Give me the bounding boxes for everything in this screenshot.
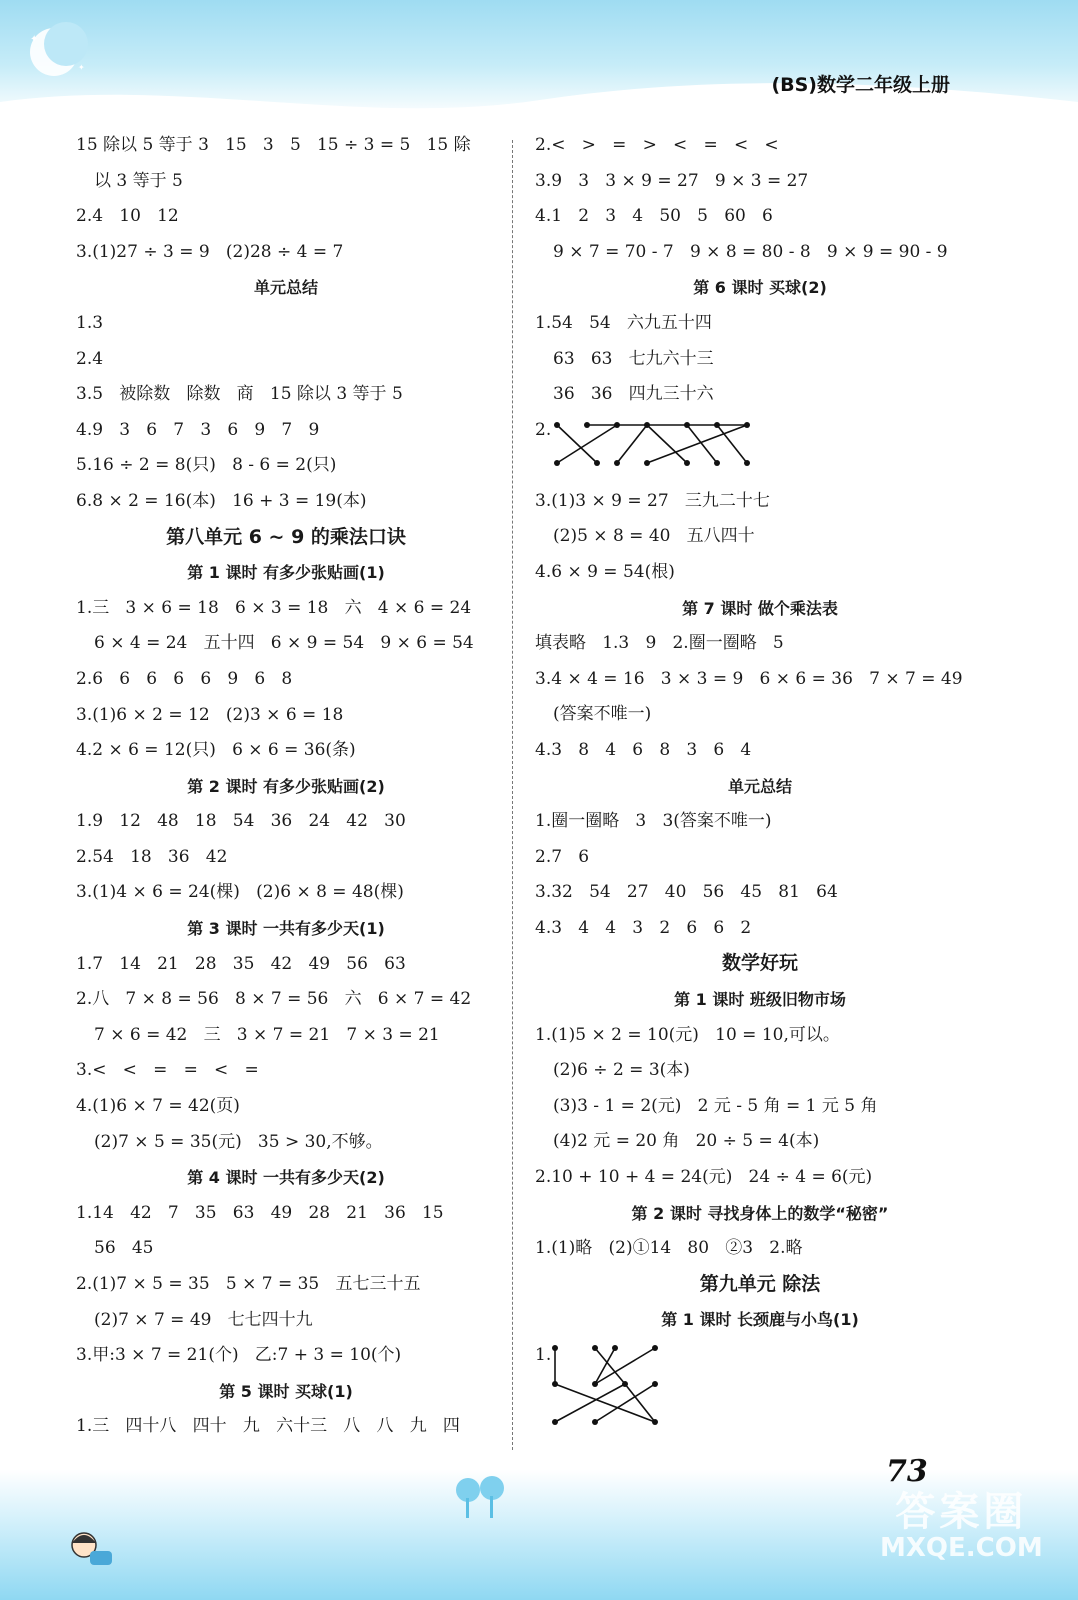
answer-line: 3.32 54 27 40 56 45 81 64 — [535, 882, 838, 903]
answer-line: 7 × 6 = 42 三 3 × 7 = 21 7 × 3 = 21 — [94, 1024, 440, 1045]
answer-line: 填表略 1.3 9 2.圈一圈略 5 — [535, 633, 784, 654]
answer-line: 2.4 — [76, 348, 104, 369]
section-heading: 第 4 课时 一共有多少天(2) — [187, 1168, 385, 1188]
svg-text:✦: ✦ — [30, 34, 39, 45]
question-number: 1. — [535, 1345, 552, 1365]
column-divider — [512, 140, 513, 1450]
answer-line: 56 45 — [94, 1238, 154, 1259]
answer-line: (3)3 - 1 = 2(元) 2 元 - 5 角 = 1 元 5 角 — [553, 1095, 878, 1116]
section-heading: 单元总结 — [727, 776, 792, 796]
answer-line: 以 3 等于 5 — [94, 170, 183, 191]
section-heading: 第 2 课时 寻找身体上的数学“秘密” — [631, 1203, 889, 1223]
section-heading: 第 7 课时 做个乘法表 — [682, 598, 838, 618]
watermark-logo — [880, 1480, 1043, 1563]
answer-line: 2.八 7 × 8 = 56 8 × 7 = 56 六 6 × 7 = 42 — [76, 989, 472, 1010]
answer-line: (2)7 × 5 = 35(元) 35 > 30,不够。 — [94, 1131, 383, 1152]
section-heading: 第 1 课时 长颈鹿与小鸟(1) — [661, 1310, 859, 1330]
svg-text:✦: ✦ — [78, 63, 85, 72]
answer-line: 1.7 14 21 28 35 42 49 56 63 — [76, 953, 406, 974]
answer-line: 3.(1)3 × 9 = 27 三九二十七 — [535, 490, 770, 511]
answer-line: 2.10 + 10 + 4 = 24(元) 24 ÷ 4 = 6(元) — [535, 1167, 873, 1188]
answer-line: 6.8 × 2 = 16(本) 16 + 3 = 19(本) — [76, 490, 367, 511]
answer-line: 4.9 3 6 7 3 6 9 7 9 — [76, 419, 320, 440]
matching-lines-diagram — [551, 413, 771, 483]
answer-line: 36 36 四九三十六 — [553, 384, 714, 405]
section-heading: 第 3 课时 一共有多少天(1) — [187, 919, 385, 939]
watermark-url: MXQE.COM — [880, 1533, 1043, 1563]
answer-line: 4.(1)6 × 7 = 42(页) — [76, 1096, 240, 1117]
answer-line: 4.6 × 9 = 54(根) — [535, 561, 675, 582]
matching-lines-diagram — [549, 1342, 679, 1438]
matching-diagram-1 — [535, 413, 985, 484]
answer-line: 9 × 7 = 70 - 7 9 × 8 = 80 - 8 9 × 9 = 90 - 9 — [553, 241, 948, 262]
answer-line: 3.4 × 4 = 16 3 × 3 = 9 6 × 6 = 36 7 × 7 = 49 — [535, 668, 963, 689]
answer-line: 2.6 6 6 6 6 9 6 8 — [76, 668, 293, 689]
answer-line: 2.(1)7 × 5 = 35 5 × 7 = 35 五七三十五 — [76, 1274, 421, 1294]
answer-line: 2.54 18 36 42 — [76, 846, 228, 867]
answer-line: 1.圈一圈略 3 3(答案不唯一) — [535, 811, 772, 832]
watermark-text: 答案圈 — [895, 1489, 1028, 1535]
answer-line: (答案不唯一) — [553, 704, 652, 725]
answer-line: 15 除以 5 等于 3 15 3 5 15 ÷ 3 = 5 15 除 — [76, 135, 471, 155]
answer-line: 1.(1)5 × 2 = 10(元) 10 = 10,可以。 — [535, 1024, 840, 1045]
answer-line: (2)5 × 8 = 40 五八四十 — [553, 526, 755, 547]
answer-line: 2.7 6 — [535, 846, 590, 867]
answer-line: 4.3 4 4 3 2 6 6 2 — [535, 917, 752, 938]
question-number: 2. — [535, 419, 552, 440]
section-heading: 第 6 课时 买球(2) — [693, 278, 827, 298]
unit-heading: 数学好玩 — [721, 952, 798, 975]
answer-line: 4.3 8 4 6 8 3 6 4 — [535, 739, 752, 760]
moon-icon — [22, 22, 92, 82]
page-number: 73 — [886, 1454, 928, 1489]
answer-line: 63 63 七九六十三 — [553, 348, 714, 369]
answer-line: 5.16 ÷ 2 = 8(只) 8 - 6 = 2(只) — [76, 455, 337, 476]
section-heading: 第 5 课时 买球(1) — [219, 1381, 353, 1401]
section-heading: 第 1 课时 班级旧物市场 — [674, 990, 846, 1010]
answer-line: 2.< > = > < = < < — [535, 135, 779, 155]
matching-diagram-2 — [535, 1338, 985, 1438]
answer-line: 4.1 2 3 4 50 5 60 6 — [535, 206, 773, 227]
answer-line: (4)2 元 = 20 角 20 ÷ 5 = 4(本) — [553, 1131, 820, 1152]
cartoon-child-icon — [60, 1525, 120, 1575]
answer-line: 3.(1)4 × 6 = 24(棵) (2)6 × 8 = 48(棵) — [76, 882, 404, 903]
book-title: (BS)数学二年级上册 — [771, 74, 950, 96]
answer-line: (2)6 ÷ 2 = 3(本) — [553, 1060, 690, 1081]
answer-line: 6 × 4 = 24 五十四 6 × 9 = 54 9 × 6 = 54 — [94, 633, 474, 654]
unit-heading: 第九单元 除法 — [699, 1272, 821, 1295]
right-column — [535, 128, 985, 1438]
answer-line: 3.< < = = < = — [76, 1060, 259, 1081]
answer-line: 3.5 被除数 除数 商 15 除以 3 等于 5 — [76, 384, 403, 405]
section-heading: 单元总结 — [253, 278, 318, 298]
answer-line: 2.4 10 12 — [76, 206, 179, 227]
answer-line: 1.9 12 48 18 54 36 24 42 30 — [76, 811, 406, 832]
answer-line: 1.(1)略 (2)①14 80 ②3 2.略 — [535, 1238, 803, 1259]
tree-decor-icon — [450, 1470, 510, 1530]
answer-line: 3.甲:3 × 7 = 21(个) 乙:7 + 3 = 10(个) — [76, 1345, 402, 1366]
answer-line: (2)7 × 7 = 49 七七四十九 — [94, 1309, 313, 1330]
answer-line: 1.三 四十八 四十 九 六十三 八 八 九 四 — [76, 1416, 460, 1437]
section-heading: 第 2 课时 有多少张贴画(2) — [187, 776, 385, 796]
answer-line: 1.3 — [76, 312, 104, 333]
section-heading: 第 1 课时 有多少张贴画(1) — [187, 563, 385, 583]
answer-line: 1.三 3 × 6 = 18 6 × 3 = 18 六 4 × 6 = 24 — [76, 597, 472, 618]
answer-line: 1.54 54 六九五十四 — [535, 312, 712, 333]
left-column — [76, 128, 496, 1445]
answer-line: 3.(1)27 ÷ 3 = 9 (2)28 ÷ 4 = 7 — [76, 241, 344, 262]
answer-line: 3.(1)6 × 2 = 12 (2)3 × 6 = 18 — [76, 704, 344, 725]
answer-line: 3.9 3 3 × 9 = 27 9 × 3 = 27 — [535, 170, 809, 191]
answer-line: 1.14 42 7 35 63 49 28 21 36 15 — [76, 1202, 444, 1223]
unit-heading: 第八单元 6 ~ 9 的乘法口诀 — [166, 525, 406, 548]
answer-line: 4.2 × 6 = 12(只) 6 × 6 = 36(条) — [76, 740, 356, 761]
